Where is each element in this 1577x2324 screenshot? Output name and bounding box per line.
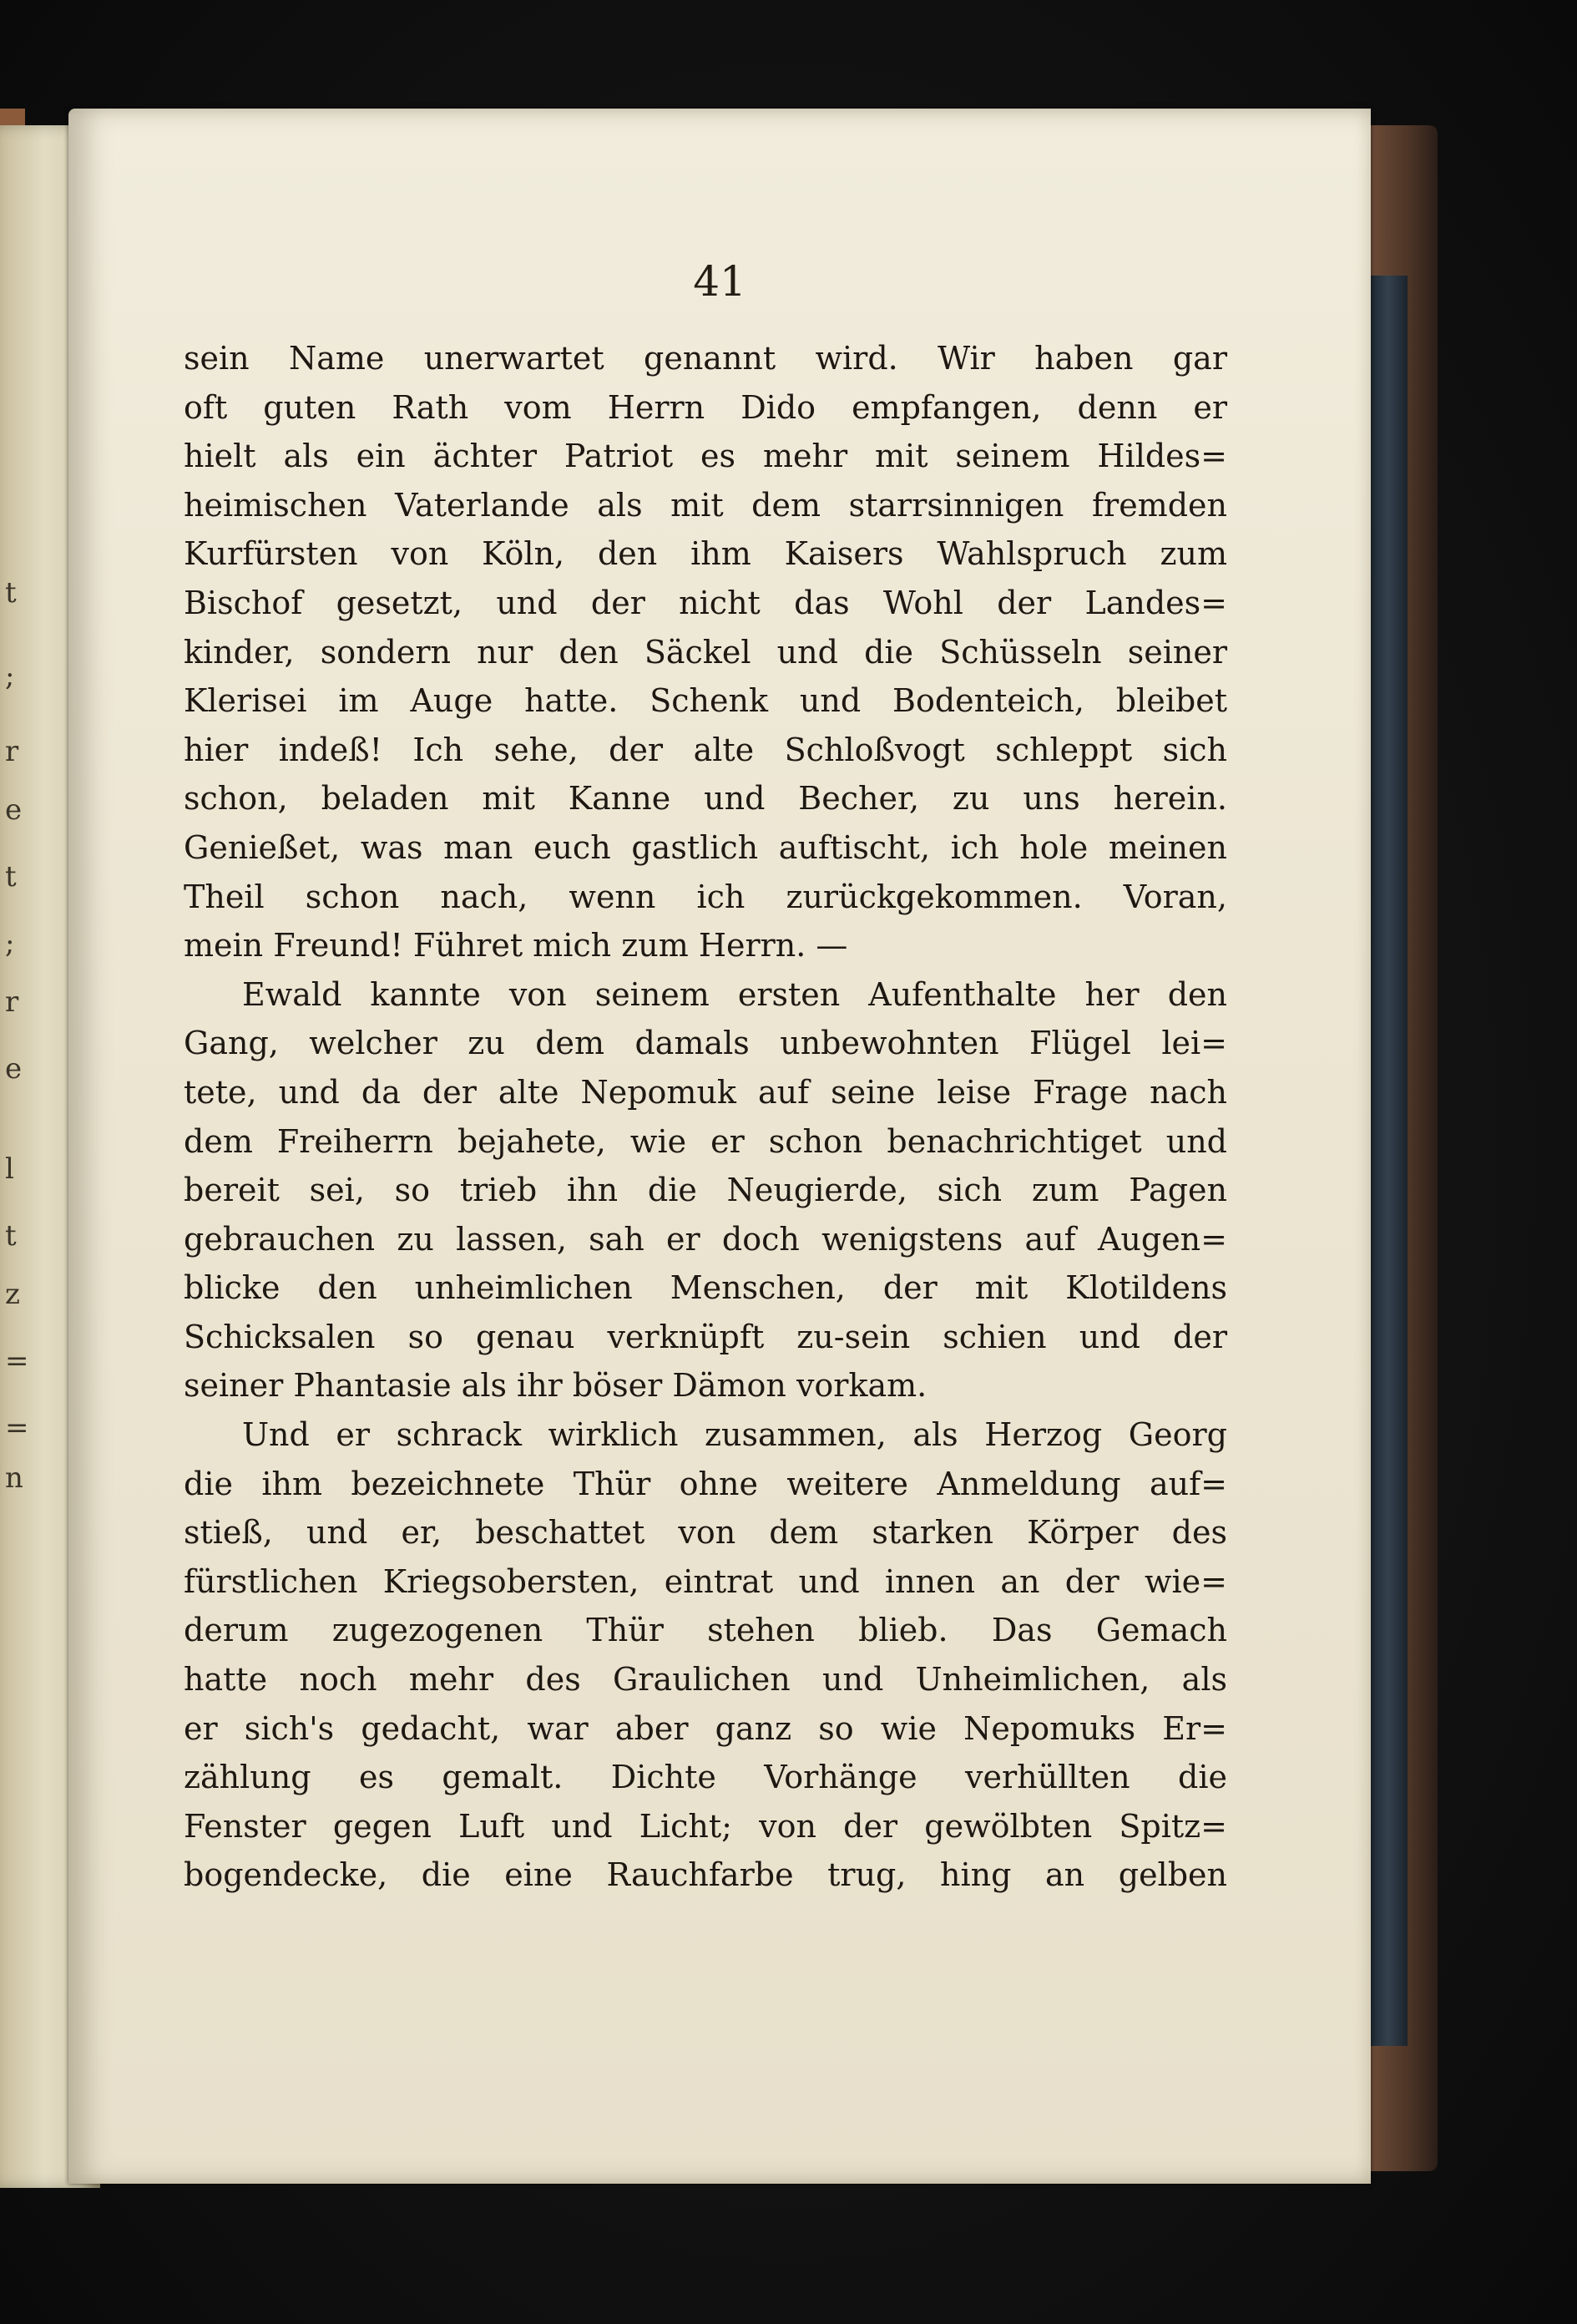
edge-mark: ; [5, 927, 15, 960]
text-line: hier indeß! Ich sehe, der alte Schloßvogt schleppt sich [184, 731, 1227, 768]
edge-mark: r [5, 985, 19, 1019]
text-line: seiner Phantasie als ihr böser Dämon vorkam. [184, 1367, 927, 1405]
text-line: Theil schon nach, wenn ich zurückgekommen. Voran, [184, 878, 1227, 915]
text-line: heimischen Vaterlande als mit dem starrsinnigen fremden [184, 486, 1227, 524]
text-line: zählung es gemalt. Dichte Vorhänge verhüllten die [184, 1759, 1227, 1796]
text-line: kinder, sondern nur den Säckel und die Schüsseln seiner [184, 633, 1227, 671]
text-line: Bischof gesetzt, und der nicht das Wohl der Landes= [184, 584, 1227, 621]
text-line: hielt als ein ächter Patriot es mehr mit seinem Hildes= [184, 438, 1227, 475]
text-line: hatte noch mehr des Graulichen und Unheimlichen, als [184, 1661, 1227, 1699]
text-line: bogendecke, die eine Rauchfarbe trug, hing an gelben [184, 1856, 1227, 1894]
edge-mark: e [5, 1052, 23, 1086]
text-line: er sich's gedacht, war aber ganz so wie Nepomuks Er= [184, 1709, 1227, 1747]
text-line: fürstlichen Kriegsobersten, eintrat und innen an der wie= [184, 1562, 1227, 1600]
text-line: Gang, welcher zu dem damals unbewohnten Flügel lei= [184, 1025, 1227, 1062]
text-line: schon, beladen mit Kanne und Becher, zu uns herein. [184, 780, 1227, 818]
book-cover-inner [1369, 276, 1408, 2046]
text-line: oft guten Rath vom Herrn Dido empfangen, denn er [184, 388, 1227, 426]
text-line: tete, und da der alte Nepomuk auf seine leise Frage nach [184, 1073, 1227, 1111]
edge-mark: = [5, 1344, 29, 1378]
text-line: Kurfürsten von Köln, den ihm Kaisers Wahlspruch zum [184, 535, 1227, 573]
text-line: Schicksalen so genau verknüpft zu-sein schien und der [184, 1318, 1227, 1355]
page-number: 41 [693, 257, 746, 306]
text-line: Ewald kannte von seinem ersten Aufenthalte her den [242, 975, 1227, 1013]
text-line: Genießet, was man euch gastlich auftischt, ich hole meinen [184, 828, 1227, 866]
edge-mark: t [5, 1219, 17, 1253]
text-line: Und er schrack wirklich zusammen, als Herzog Georg [242, 1416, 1227, 1454]
text-line: die ihm bezeichnete Thür ohne weitere Anmeldung auf= [184, 1465, 1227, 1502]
edge-mark: n [5, 1461, 23, 1495]
book-page [68, 109, 1371, 2184]
edge-mark: t [5, 576, 17, 610]
edge-mark: ; [5, 660, 15, 693]
edge-mark: e [5, 793, 23, 827]
page-text [184, 334, 1227, 1900]
edge-mark: = [5, 1411, 29, 1445]
edge-mark: t [5, 860, 17, 894]
text-line: sein Name unerwartet genannt wird. Wir haben gar [184, 340, 1227, 377]
text-line: derum zugezogenen Thür stehen blieb. Das Gemach [184, 1612, 1227, 1649]
edge-mark: z [5, 1278, 20, 1311]
text-line: Klerisei im Auge hatte. Schenk und Bodenteich, bleibet [184, 682, 1227, 720]
text-line: gebrauchen zu lassen, sah er doch wenigstens auf Augen= [184, 1220, 1227, 1258]
edge-mark: l [5, 1152, 14, 1186]
text-line: mein Freund! Führet mich zum Herrn. — [184, 927, 848, 965]
text-line: bereit sei, so trieb ihn die Neugierde, sich zum Pagen [184, 1172, 1227, 1209]
edge-mark: r [5, 735, 19, 768]
text-line: stieß, und er, beschattet von dem starken Körper des [184, 1514, 1227, 1552]
text-line: dem Freiherrn bejahete, wie er schon benachrichtiget und [184, 1122, 1227, 1160]
text-line: Fenster gegen Luft und Licht; von der gewölbten Spitz= [184, 1807, 1227, 1845]
text-line: blicke den unheimlichen Menschen, der mit Klotildens [184, 1269, 1227, 1307]
